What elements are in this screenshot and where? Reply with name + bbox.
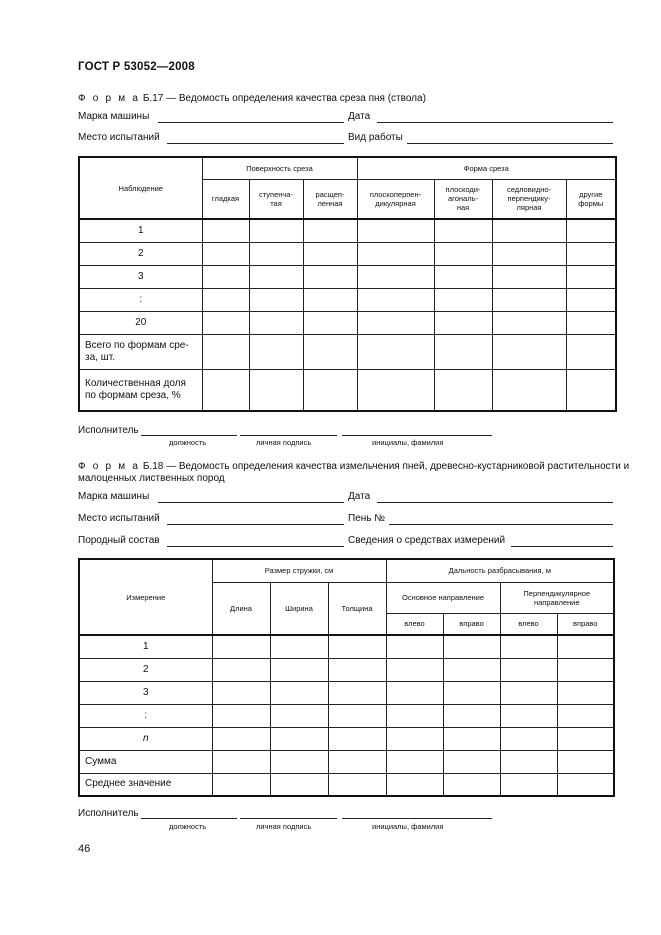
form18-header-left-2: влево: [500, 613, 557, 635]
form17-date-line[interactable]: [377, 122, 613, 123]
cell[interactable]: [386, 727, 443, 750]
cell[interactable]: [212, 773, 270, 796]
cell[interactable]: [212, 727, 270, 750]
form17-caption-signature: личная подпись: [256, 438, 312, 447]
cell[interactable]: [212, 750, 270, 773]
table-row: [79, 242, 616, 265]
form17-caption-position: должность: [169, 438, 207, 447]
table-row: [79, 658, 614, 681]
cell[interactable]: [202, 242, 249, 265]
form18-header-width: Ширина: [270, 582, 328, 635]
cell[interactable]: [303, 369, 357, 411]
cell[interactable]: [357, 369, 434, 411]
table-row: [79, 369, 616, 411]
table-row: [79, 265, 616, 288]
form18-stump-label: Пень №: [348, 513, 385, 524]
table-row: [79, 288, 616, 311]
cell[interactable]: [303, 288, 357, 311]
form17-header-smooth: гладкая: [202, 179, 249, 219]
form18-instruments-line[interactable]: [511, 546, 613, 547]
cell[interactable]: [443, 658, 500, 681]
table-row: [79, 219, 616, 242]
row-label: :: [79, 704, 212, 727]
form17-place-line[interactable]: [167, 143, 344, 144]
form18-title-line2: малоценных лиственных пород: [78, 473, 225, 484]
cell[interactable]: [492, 334, 566, 369]
cell[interactable]: [202, 311, 249, 334]
cell[interactable]: [270, 635, 328, 658]
form18-header-main-dir: Основное направление: [386, 582, 500, 613]
cell[interactable]: [434, 288, 492, 311]
cell[interactable]: [212, 635, 270, 658]
cell[interactable]: [434, 369, 492, 411]
cell[interactable]: [270, 681, 328, 704]
cell[interactable]: [566, 311, 616, 334]
table-row: [79, 681, 614, 704]
form18-header-perp-dir: Перпендикулярное направление: [500, 582, 614, 613]
cell[interactable]: [434, 311, 492, 334]
cell[interactable]: [202, 219, 249, 242]
cell[interactable]: [212, 704, 270, 727]
form18-title-text: Б.18 — Ведомость определения качества измельчения пней, древесно-кустарниковой растительности и: [142, 461, 630, 472]
cell[interactable]: [303, 219, 357, 242]
cell[interactable]: [357, 334, 434, 369]
form18-position-line[interactable]: [141, 818, 237, 819]
cell[interactable]: [557, 750, 614, 773]
form18-place-label: Место испытаний: [78, 513, 160, 524]
cell[interactable]: [566, 242, 616, 265]
cell[interactable]: [492, 265, 566, 288]
cell[interactable]: [566, 219, 616, 242]
cell[interactable]: [500, 750, 557, 773]
cell[interactable]: [386, 681, 443, 704]
row-label: 3: [79, 681, 212, 704]
table-row: [79, 750, 614, 773]
cell[interactable]: [434, 265, 492, 288]
form18-initials-line[interactable]: [342, 818, 492, 819]
form18-header-distance: Дальность разбрасывания, м: [386, 559, 614, 582]
cell[interactable]: [357, 219, 434, 242]
cell[interactable]: [443, 635, 500, 658]
cell[interactable]: [434, 219, 492, 242]
cell[interactable]: [303, 265, 357, 288]
cell[interactable]: [328, 773, 386, 796]
cell[interactable]: [328, 750, 386, 773]
form18-caption-signature: личная подпись: [256, 822, 312, 831]
form18-species-label: Породный состав: [78, 535, 160, 546]
cell[interactable]: [249, 288, 303, 311]
cell[interactable]: [500, 635, 557, 658]
form18-signature-line[interactable]: [240, 818, 337, 819]
form18-word: Ф о р м а: [78, 461, 141, 472]
cell[interactable]: [202, 288, 249, 311]
cell[interactable]: [270, 727, 328, 750]
row-label-share: Количественная доля по формам среза, %: [79, 369, 202, 411]
form17-header-flat-perp: плоскоперпен- дикулярная: [357, 179, 434, 219]
cell[interactable]: [202, 369, 249, 411]
form17-header-other: другие формы: [566, 179, 616, 219]
cell[interactable]: [357, 265, 434, 288]
cell[interactable]: [492, 219, 566, 242]
cell[interactable]: [492, 311, 566, 334]
cell[interactable]: [500, 704, 557, 727]
cell[interactable]: [566, 334, 616, 369]
cell[interactable]: [328, 658, 386, 681]
cell[interactable]: [492, 242, 566, 265]
form18-place-line[interactable]: [167, 524, 344, 525]
row-label-total: Всего по формам сре- за, шт.: [79, 334, 202, 369]
form18-header-left-1: влево: [386, 613, 443, 635]
cell[interactable]: [500, 658, 557, 681]
cell[interactable]: [249, 265, 303, 288]
cell[interactable]: [557, 704, 614, 727]
form18-header-right-1: вправо: [443, 613, 500, 635]
standard-header: ГОСТ Р 53052—2008: [78, 61, 195, 73]
row-label: :: [79, 288, 202, 311]
cell[interactable]: [434, 242, 492, 265]
cell[interactable]: [357, 311, 434, 334]
row-label: 20: [79, 311, 202, 334]
form18-caption-position: должность: [169, 822, 207, 831]
form17-machine-line[interactable]: [158, 122, 344, 123]
cell[interactable]: [386, 704, 443, 727]
page-number: 46: [78, 843, 91, 855]
form17-header-surface: Поверхность среза: [202, 157, 357, 179]
row-label-mean: Среднее значение: [79, 773, 212, 796]
cell[interactable]: [492, 288, 566, 311]
cell[interactable]: [303, 311, 357, 334]
cell[interactable]: [386, 658, 443, 681]
form18-date-label: Дата: [348, 491, 371, 502]
cell[interactable]: [249, 242, 303, 265]
form18-header-chip: Размер стружки, см: [212, 559, 386, 582]
table-row: [79, 334, 616, 369]
form18-date-line[interactable]: [377, 502, 613, 503]
form17-table: [78, 156, 617, 412]
row-label: 3: [79, 265, 202, 288]
cell[interactable]: [500, 727, 557, 750]
form18-table: [78, 558, 615, 797]
cell[interactable]: [566, 288, 616, 311]
table-row: [79, 635, 614, 658]
cell[interactable]: [566, 265, 616, 288]
cell[interactable]: [202, 265, 249, 288]
cell[interactable]: [202, 334, 249, 369]
form18-caption-initials: инициалы, фамилия: [372, 822, 444, 831]
cell[interactable]: [443, 681, 500, 704]
cell[interactable]: [249, 311, 303, 334]
cell[interactable]: [328, 635, 386, 658]
cell[interactable]: [557, 681, 614, 704]
form17-machine-label: Марка машины: [78, 111, 150, 122]
form17-header-flat-diag: плоскоди- агональ- ная: [434, 179, 492, 219]
form18-machine-line[interactable]: [158, 502, 344, 503]
form18-header-length: Длина: [212, 582, 270, 635]
table-row: [79, 311, 616, 334]
form17-work-label: Вид работы: [348, 132, 403, 143]
cell[interactable]: [270, 658, 328, 681]
cell[interactable]: [212, 658, 270, 681]
form17-header-saddle: седловидно- перпендику- лярная: [492, 179, 566, 219]
cell[interactable]: [557, 658, 614, 681]
cell[interactable]: [249, 219, 303, 242]
form17-position-line[interactable]: [141, 435, 237, 436]
cell[interactable]: [270, 704, 328, 727]
cell[interactable]: [443, 750, 500, 773]
form17-header-stepped: ступенча- тая: [249, 179, 303, 219]
cell[interactable]: [328, 727, 386, 750]
form18-instruments-label: Сведения о средствах измерений: [348, 535, 506, 546]
form17-work-line[interactable]: [407, 143, 613, 144]
cell[interactable]: [386, 635, 443, 658]
form18-header-measure: Измерение: [79, 559, 212, 635]
cell[interactable]: [434, 334, 492, 369]
row-label: 1: [79, 219, 202, 242]
form17-date-label: Дата: [348, 111, 371, 122]
cell[interactable]: [386, 773, 443, 796]
cell[interactable]: [557, 727, 614, 750]
form18-machine-label: Марка машины: [78, 491, 150, 502]
row-label: 2: [79, 658, 212, 681]
form17-signature-line[interactable]: [240, 435, 337, 436]
cell[interactable]: [500, 681, 557, 704]
cell[interactable]: [303, 242, 357, 265]
cell[interactable]: [386, 750, 443, 773]
table-row: [79, 773, 614, 796]
cell[interactable]: [500, 773, 557, 796]
cell[interactable]: [557, 635, 614, 658]
row-label-sum: Сумма: [79, 750, 212, 773]
cell[interactable]: [357, 242, 434, 265]
form18-header-right-2: вправо: [557, 613, 614, 635]
form18-title: [78, 461, 629, 472]
cell[interactable]: [443, 704, 500, 727]
form17-place-label: Место испытаний: [78, 132, 160, 143]
table-row: [79, 704, 614, 727]
form17-title-text: Б.17 — Ведомость определения качества среза пня (ствола): [142, 93, 426, 104]
form18-stump-line[interactable]: [389, 524, 613, 525]
form17-header-split: расщеп- ленная: [303, 179, 357, 219]
cell[interactable]: [328, 681, 386, 704]
cell[interactable]: [357, 288, 434, 311]
form17-executor-label: Исполнитель: [78, 425, 139, 436]
cell[interactable]: [270, 750, 328, 773]
cell[interactable]: [249, 369, 303, 411]
row-label: n: [79, 727, 212, 750]
form17-header-observation: Наблюдение: [79, 157, 202, 219]
form18-header-thickness: Толщина: [328, 582, 386, 635]
cell[interactable]: [557, 773, 614, 796]
form18-species-line[interactable]: [167, 546, 344, 547]
row-label: 2: [79, 242, 202, 265]
form17-word: Ф о р м а: [78, 93, 141, 104]
cell[interactable]: [328, 704, 386, 727]
cell[interactable]: [270, 773, 328, 796]
form18-executor-label: Исполнитель: [78, 808, 139, 819]
cell[interactable]: [443, 727, 500, 750]
cell[interactable]: [443, 773, 500, 796]
cell[interactable]: [492, 369, 566, 411]
cell[interactable]: [566, 369, 616, 411]
cell[interactable]: [212, 681, 270, 704]
form17-header-shape: Форма среза: [357, 157, 616, 179]
cell[interactable]: [303, 334, 357, 369]
form17-title: [78, 93, 426, 104]
cell[interactable]: [249, 334, 303, 369]
table-row: [79, 727, 614, 750]
form17-initials-line[interactable]: [342, 435, 492, 436]
form17-caption-initials: инициалы, фамилия: [372, 438, 444, 447]
row-label: 1: [79, 635, 212, 658]
